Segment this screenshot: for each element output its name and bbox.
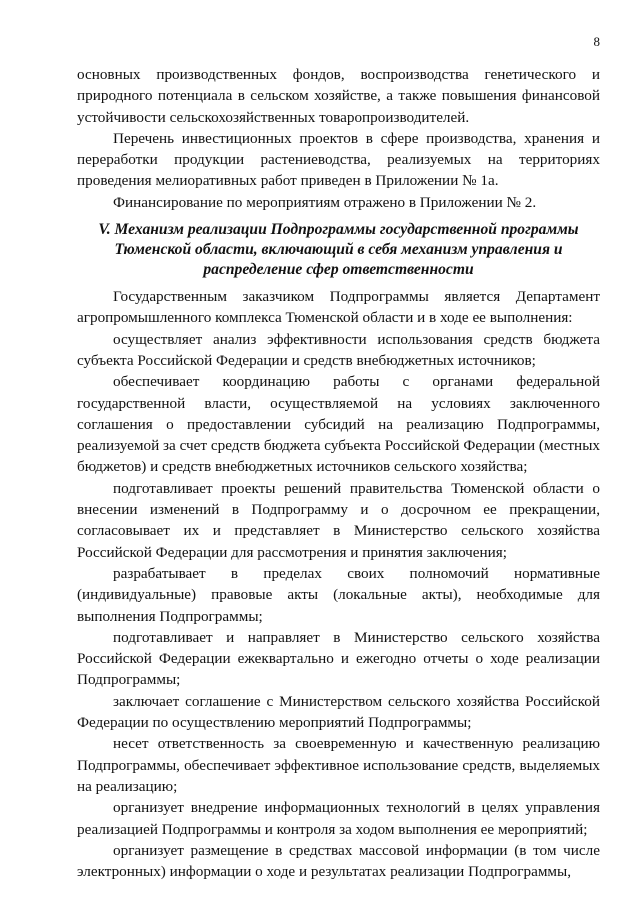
section-paragraph: обеспечивает координацию работы с органами федеральной государственной власти, осуществляемой на условиях заключенного соглашения о предоставлении субсидий на реализацию Подпрограммы, реализуемой за счет средств бюджета субъекта Российской Федерации (местных бюджетов) и средств внебюджетных источников сельского хозяйства; (77, 373, 600, 476)
paragraph: Финансирование по мероприятиям отражено в Приложении № 2. (113, 193, 537, 211)
section-paragraph: заключает соглашение с Министерством сельского хозяйства Российской Федерации по осуществлению мероприятий Подпрограммы; (77, 692, 600, 732)
section-paragraph: подготавливает проекты решений правительства Тюменской области о внесении изменений в Подпрограмму и о досрочном ее прекращении, согласовывает их и представляет в Министерство сельского хозяйства Российской Федерации для рассмотрения и принятия заключения; (77, 479, 600, 561)
paragraph: основных производственных фондов, воспроизводства генетического и природного потенциала в сельском хозяйстве, а также повышения финансовой устойчивости сельскохозяйственных товаропроизводителей. (77, 66, 600, 126)
section-heading: V. Механизм реализации Подпрограммы государственной программы Тюменской области, включающий в себя механизм управления и распределение сфер ответственности (98, 221, 579, 279)
section-paragraph: несет ответственность за своевременную и качественную реализацию Подпрограммы, обеспечивает эффективное использование средств, выделяемых на реализацию; (77, 735, 600, 795)
section-paragraph: Государственным заказчиком Подпрограммы является Департамент агропромышленного комплекса Тюменской области и в ходе ее выполнения: (77, 288, 600, 327)
document-body (77, 64, 600, 882)
section-paragraph: осуществляет анализ эффективности использования средств бюджета субъекта Российской Федерации и средств внебюджетных источников; (77, 330, 600, 369)
paragraph: Перечень инвестиционных проектов в сфере производства, хранения и переработки продукции растениеводства, реализуемых на территориях проведения мелиоративных работ приведен в Приложении № 1а. (77, 129, 600, 190)
section-paragraph: подготавливает и направляет в Министерство сельского хозяйства Российской Федерации ежеквартально и ежегодно отчеты о ходе реализации Подпрограммы; (77, 628, 600, 689)
section-paragraph: организует размещение в средствах массовой информации (в том числе электронных) информации о ходе и результатах реализации Подпрограммы, (77, 841, 600, 881)
section-paragraph: организует внедрение информационных технологий в целях управления реализацией Подпрограммы и контроля за ходом выполнения ее мероприятий; (77, 799, 600, 838)
section-paragraph: разрабатывает в пределах своих полномочий нормативные (индивидуальные) правовые акты (локальные акты), необходимые для выполнения Подпрограммы; (77, 564, 600, 625)
page-number: 8 (593, 34, 600, 49)
